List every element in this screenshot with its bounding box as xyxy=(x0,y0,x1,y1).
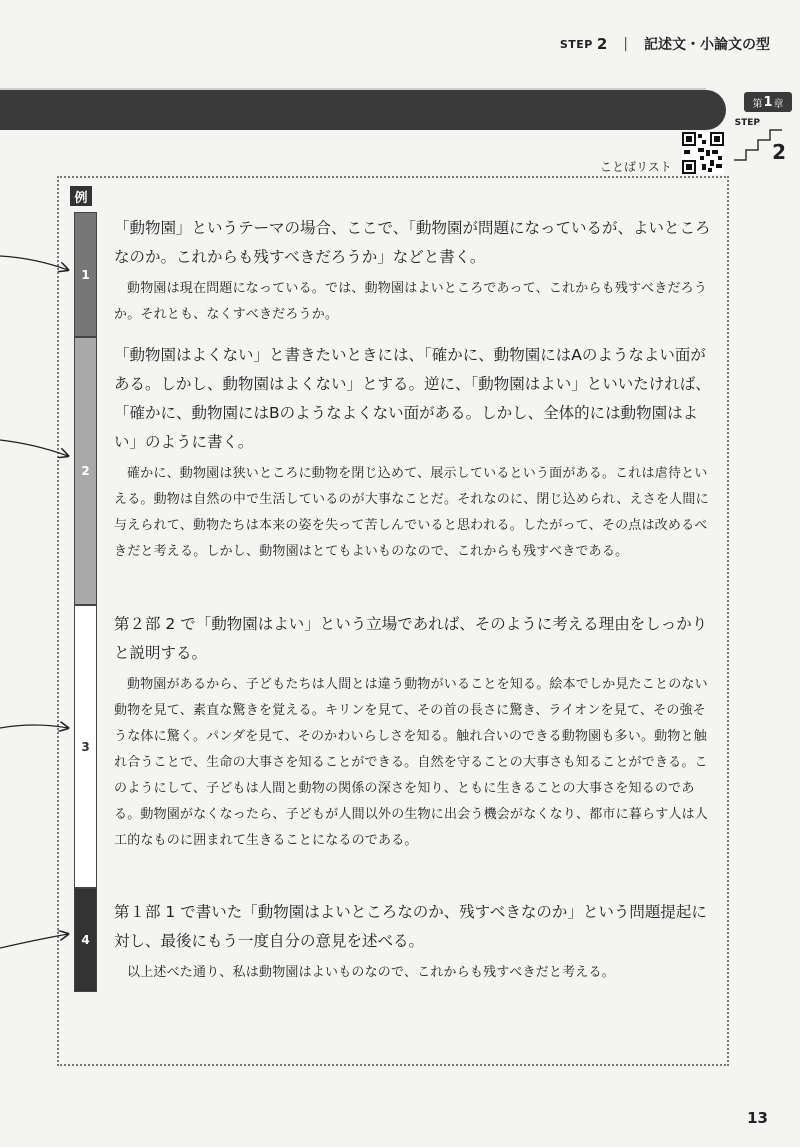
section-title: 記述文・小論文の型 xyxy=(644,37,770,53)
arrow-section-2 xyxy=(0,440,68,456)
section-1-example: 動物園は現在問題になっている。では、動物園はよいところであって、これからも残すべきだろうか。それとも、なくすべきだろうか。 xyxy=(114,281,708,322)
section-2 xyxy=(114,341,714,565)
section-marker-4: 4 xyxy=(74,888,97,992)
steps-label: STEP xyxy=(734,118,760,128)
step-number: 2 xyxy=(596,35,608,53)
section-1 xyxy=(114,214,714,328)
steps-number: 2 xyxy=(772,140,786,164)
chapter-band xyxy=(0,90,726,130)
section-4-instruction: 第１部 1 で書いた「動物園はよいところなのか、残すべきなのか」という問題提起に対し、最後にもう一度自分の意見を述べる。 xyxy=(114,903,707,950)
running-header xyxy=(560,34,770,54)
section-marker-3: 3 xyxy=(74,605,97,888)
section-3-example: 動物園があるから、子どもたちは人間とは違う動物がいることを知る。絵本でしか見たことのない動物を見て、素直な驚きを覚える。キリンを見て、その首の長さに驚き、ライオンを見て、その強そうな体に驚く。パンダを見て、そのかわいらしさを知る。触れ合いのできる動物園も多い。動物と触れ合うことで、生命の大事さを知ることができる。自然を守ることの大事さも知ることができる。このようにして、子どもは人間と動物の関係の深さを知り、ともに生きることの大事さを知るのである。動物園がなくなったら、子どもが人間以外の生物に出会う機会がなくなり、都市に暮らす人は人工的なものに囲まれて生きることになるのである。 xyxy=(114,677,709,848)
section-3-instruction: 第２部 2 で「動物園はよい」という立場であれば、そのように考える理由をしっかりと説明する。 xyxy=(114,615,708,662)
margin-arrows xyxy=(0,0,80,1147)
header-separator: | xyxy=(623,36,628,52)
word-list-label: ことばリスト xyxy=(600,160,672,174)
section-4-example: 以上述べた通り、私は動物園はよいものなので、これからも残すべきだと考える。 xyxy=(127,965,615,980)
page-number: 13 xyxy=(747,1109,768,1127)
chapter-number: 1 xyxy=(763,94,773,110)
chapter-tab xyxy=(744,92,792,112)
arrow-section-3 xyxy=(0,725,68,728)
chapter-suffix: 章 xyxy=(773,98,784,110)
arrow-section-4 xyxy=(0,934,68,948)
section-4 xyxy=(114,898,714,986)
section-2-example: 確かに、動物園は狭いところに動物を閉じ込めて、展示しているという面がある。これは虐待といえる。動物は自然の中で生活しているのが大事なことだ。それなのに、閉じ込められ、えさを人間に与えられて、動物たちは本来の姿を失って苦しんでいると思われる。したがって、その点は改めるべきだと考える。しかし、動物園はとてもよいものなので、これからも残すべきである。 xyxy=(114,466,709,559)
section-3 xyxy=(114,610,714,854)
section-marker-2: 2 xyxy=(74,337,97,605)
arrow-section-1 xyxy=(0,256,68,270)
step-label: STEP xyxy=(559,37,593,51)
chapter-prefix: 第 xyxy=(752,98,763,110)
example-label: 例 xyxy=(70,186,92,206)
section-marker-1: 1 xyxy=(74,212,97,337)
section-2-instruction: 「動物園はよくない」と書きたいときには、「確かに、動物園にはAのようなよい面がある。しかし、動物園はよくない」とする。逆に、「動物園はよい」といいたければ、「確かに、動物園にはBのようなよくない面がある。しかし、全体的には動物園はよい」のように書く。 xyxy=(114,346,711,451)
section-1-instruction: 「動物園」というテーマの場合、ここで、「動物園が問題になっているが、よいところなのか。これからも残すべきだろうか」などと書く。 xyxy=(114,219,711,266)
qr-code-icon[interactable] xyxy=(682,132,724,174)
